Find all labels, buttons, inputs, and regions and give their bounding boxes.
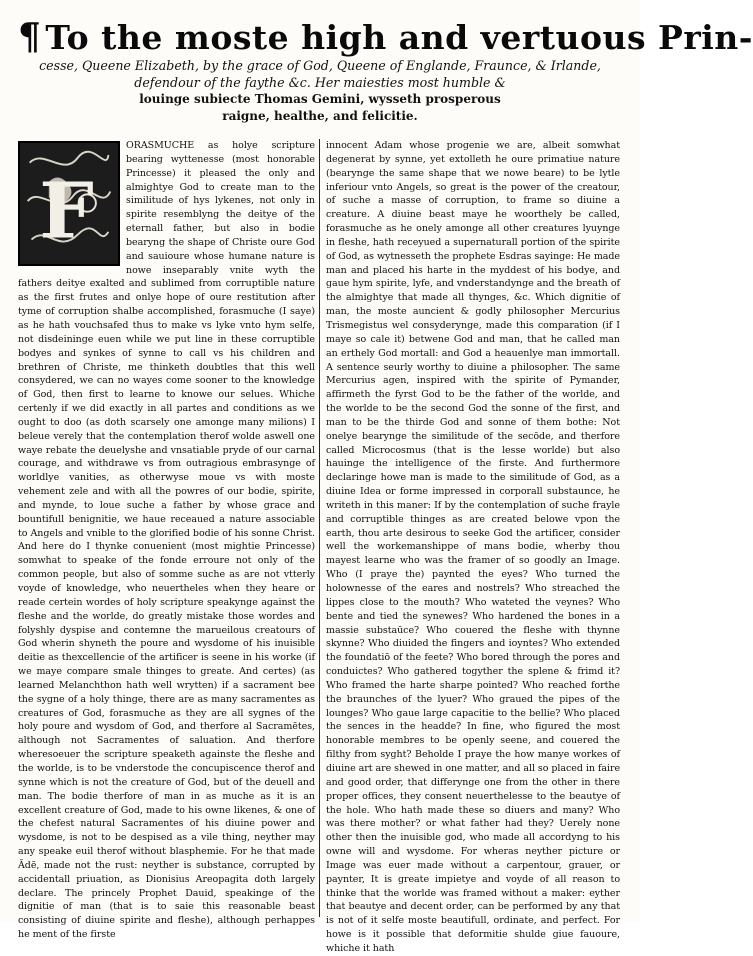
dedication-line-4: louinge subiecte Thomas Gemini, wysseth prosperous — [139, 92, 501, 106]
pilcrow-mark: ¶ — [18, 16, 42, 58]
initial-letter-glyph: F — [39, 166, 94, 257]
ornament-icon — [20, 143, 118, 264]
left-column-text: ORASMUCHE as holye scripture bearing wyttenesse (most honorable Princesse) it pleased the only and almightye God to create man to the similitude of hys lykenes, not only in spirite resemblyng the deitye of the eternall father, but also in bodie bearyng the shape of Christe oure God and sauioure whose humane nature is nowe inseparably vnite wyth the fathers deitye exalted and sublimed from corruptible nature as the first frutes and onlye hope of oure restitution after tyme of corruption shalbe accomplished, forasmuche (I saye) as he hath vouchsafed thus to make vs lyke vnto hym selfe, not disdeininge euen while we put line in these corruptible bodyes and synkes of synne to call vs his children and brethren of Christe, me thinketh doubtles that this well consydered, we can no wayes come sooner to the knowledge of God, then first to learne to knowe our selues. Whiche certenly if we did exactly in all partes and conditions as we ought to doo (as doth scarsely one amonge many milions) I beleue verely that the contemplation therof wolde aswell one waye rebate the deuelyshe and vnsatiable pryde of our carnal courage, and withdrawe vs from outragious embrasynge of worldlye vanities, as otherwyse moue vs with moste vehement zele and with all the powres of our bodie, spirite, and mynde, to loue suche a father by whose grace and bountifull benignitie, we haue receaued a nature associable to Angels and vnible to the glorified bodie of his sonne Christ. And here do I thynke conuenient (most mightie Princesse) somwhat to speake of the fonde erroure not only of the common people, but also of somme suche as are not vtterly voyde of knowledge, who neuertheles when they heare or reade certein wordes of holy scripture speakynge against the fleshe and the worlde, do greatly mistake those wordes and folyshly dyspise and contemne the marueilous creatours of God wherin shyneth the poure and wysdome of his inuisible deitie as thexcellencie of the artificer is seene in his worke (if we maye compare smale thinges to greate. And certes) (as learned Melanchthon hath well wrytten) if a sacrament bee the sygne of a holy thinge, there are as many sacramentes as creatures of God, forasmuche as they are all sygnes of the holy poure and wysdom of God, and therfore al Sacramētes, although not Sacramentes of saluation. And therfore wheresoeuer the scripture speaketh againste the fleshe and the worlde, is to be vnderstode the concupiscence therof and synne which is not the creature of God, but of the deuell and man. The bodie therfore of man in as muche as it is an excellent creature of God, made to his owne likenes, & one of the chefest natural Sacramentes of his diuine power and wysdome, is not to be despised as a vile thing, neyther may any speake euil therof without blasphemie. For he that made Ādē, made not the rust: neyther is substance, corrupted by accidentall priuation, as Dionisius Areopagita doth largely declare. The princely Prophet Dauid, speakinge of the dignitie of man (that is to saie this reasonable beast consisting of diuine spirite and fleshe), although perhappes he ment of the firste — [18, 140, 315, 941]
left-column — [18, 139, 320, 941]
right-column-text: innocent Adam whose progenie we are, albeit somwhat degenerat by synne, yet extolleth he oure primatiue nature (bearynge the same shape that we nowe beare) to be lytle inferiour vnto Angels, so great is the power of the creatour, of suche a masse of corruption, to frame so diuine a creature. A diuine beast maye he woorthely be called, forasmuche as he onely amonge all other creatures lyuynge in fleshe, hath receyued a supernaturall portion of the spirite of God, as wytnesseth the prophete Esdras sayinge: He made man and placed his harte in the myddest of his bodye, and gaue hym spirite, lyfe, and vnderstandynge and the breath of the almightye that made all thynges, &c. Which dignitie of man, the moste auncient & godly philosopher Mercurius Trismegistus wel consyderynge, made this comparation (if I maye so cale it) betwene God and man, that he called man an erthely God mortall: and God a heauenlye man immortall. A sentence seurly worthy to diuine a philosopher. The same Mercurius agen, inspired with the spirite of Pymander, affirmeth the fyrst God to be the father of the worlde, and the worlde to be the second God the sonne of the first, and man to be the thirde God and sonne of them bothe: Not onelye bearynge the similitude of the secōde, and therfore called Microcosmus (that is the lesse worlde) but also hauinge the intelligence of the firste. And furthermore declaringe howe man is made to the similitude of God, as a diuine Idea or forme impressed in corporall substaunce, he writeth in this maner: If by the contemplation of suche frayle and corruptible thinges as are created belowe vpon the earth, thou arte desirous to seeke God the artificer, consider well the workemanshippe of mans bodie, wherby thou mayest learne who was the framer of so goodly an Image. Who (I praye the) paynted the eyes? Who turned the holownesse of the eares and nostrels? Who streached the lippes close to the mouth? Who wateted the veynes? Who bente and tied the synewes? Who hardened the bones in a massie substaūce? Who couered the fleshe with thynne skynne? Who diuided the fingers and ioyntes? Who extended the foundatiō of the feete? Who bored through the pores and conduictes? Who gathered togyther the splene & frimd it? Who framed the harte sharpe pointed? Who reached forthe the braunches of the lyuer? Who graued the pipes of the lounges? Who gaue large capacitie to the bellie? Who placed the sences in the headde? In fine, who figured the most honorable membres to be openly seene, and couered the filthy from syght? Beholde I praye the how manye workes of diuine art are shewed in one matter, and all so placed in faire and good order, that differynge one from the other in there proper offices, they consent neuerthelesse to the beautye of the hole. Who hath made these so diuers and many? Who was there mother? or what father had they? Uerely none other then the inuisible god, who made all accordyng to his owne will and wysdome. For wheras neyther picture or Image was euer made without a carpentour, grauer, or paynter, It is greate impietye and voyde of all reason to thinke that the worlde was framed without a maker: eyther that beautye and decent order, can be performed by any that is not of it selfe moste beautifull, ordinate, and perfect. For howe is it possible that deformitie shulde giue fauoure, whiche it hath — [326, 140, 621, 954]
title-text: To the moste high and vertuous Prin- — [45, 18, 753, 57]
dedication-title — [18, 16, 753, 58]
text-columns — [18, 139, 622, 954]
dedication-header — [18, 0, 753, 125]
dedication-line-5: raigne, healthe, and felicitie. — [222, 109, 418, 123]
decorated-initial-letter — [18, 141, 120, 266]
dedication-line-2: cesse, Queene Elizabeth, by the grace of God, Queene of Englande, Fraunce, & Irlande, — [39, 58, 601, 73]
dedication-line-3: defendour of the faythe &c. Her maiesties most humble & — [134, 75, 506, 90]
right-column — [320, 139, 622, 954]
